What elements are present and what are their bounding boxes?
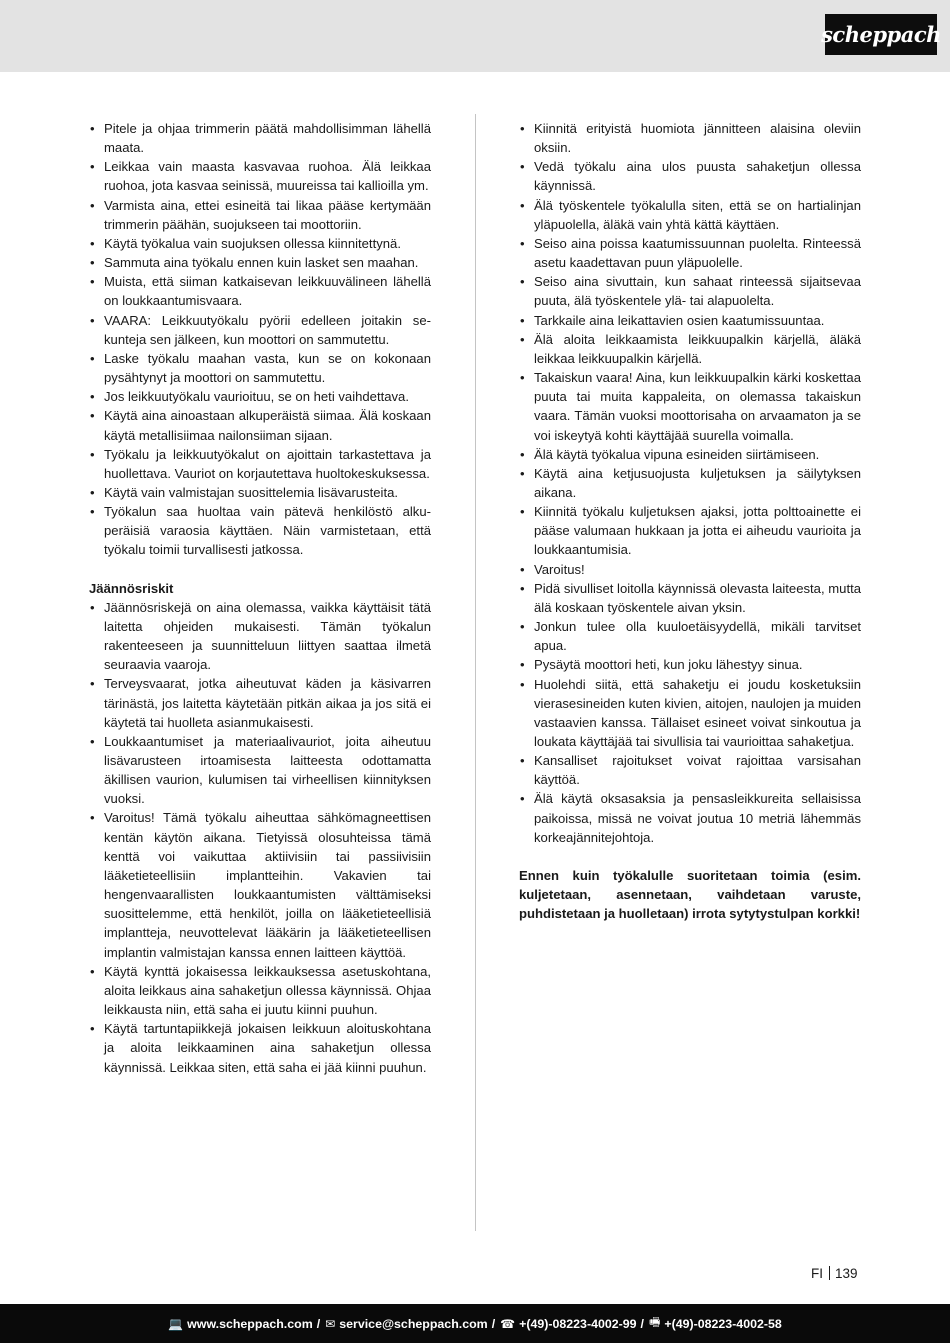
list-item: • Pidä sivulliset loitolla käynnissä olevasta laiteesta, mutta älä koskaan työskentele aivan yksin. xyxy=(519,579,861,617)
list-item: • Laske työkalu maahan vasta, kun se on kokonaan pysähtynyt ja moottori on sammutettu. xyxy=(89,349,431,387)
list-item: • Käytä aina ketjusuojusta kuljetuksen ja säilytyksen aikana. xyxy=(519,464,861,502)
footer-phone: +(49)-08223-4002-99 xyxy=(519,1316,637,1331)
list-item: • Pitele ja ohjaa trimmerin päätä mahdollisimman lähellä maata. xyxy=(89,119,431,157)
footer-separator: / xyxy=(640,1316,644,1331)
page-number-separator xyxy=(829,1266,830,1280)
spark-plug-warning: Ennen kuin työkalulle suoritetaan toimia (esim. kuljetetaan, asennetaan, vaihdetaan varuste, puhdistetaan ja huolletaan) irrota sytytystulpan korkki! xyxy=(519,867,861,922)
list-item: • Varmista aina, ettei esineitä tai likaa pääse kertymään trimmerin päähän, suojukseen tai moottoriin. xyxy=(89,196,431,234)
left-column xyxy=(89,119,431,1077)
list-item: • Sammuta aina työkalu ennen kuin lasket sen maahan. xyxy=(89,253,431,272)
list-item: • Jonkun tulee olla kuuloetäisyydellä, mikäli tarvitset apua. xyxy=(519,617,861,655)
footer-email-link[interactable]: service@scheppach.com xyxy=(339,1316,488,1331)
list-item: • Muista, että siiman katkaisevan leikkuuvälineen lähellä on loukkaantumisvaara. xyxy=(89,272,431,310)
list-item: • Seiso aina poissa kaatumissuunnan puolelta. Rinteessä asetu kaadettavan puun yläpuolelle. xyxy=(519,234,861,272)
top-bar xyxy=(0,0,950,72)
safety-instructions-list-continued xyxy=(519,119,861,847)
footer-website-link[interactable]: www.scheppach.com xyxy=(187,1316,313,1331)
list-item: • Käytä tartuntapiikkejä jokaisen leikkuun aloituskohtana ja aloita leikkaaminen aina sahaketjun ollessa käynnissä. Leikkaa siten, että saha ei jää kiinni puuhun. xyxy=(89,1019,431,1076)
list-item: • Työkalu ja leikkuutyökalut on ajoittain tarkastettava ja huollettava. Vauriot on korjautettava huoltokeskuksessa. xyxy=(89,445,431,483)
list-item: • Älä käytä oksasaksia ja pensasleikkureita sellaisissa paikoissa, missä ne voivat joutua 10 metriä lähemmäs korkeajännitejohtoja. xyxy=(519,789,861,846)
residual-risks-heading: Jäännösriskit xyxy=(89,580,174,596)
computer-icon: 💻 xyxy=(168,1316,184,1331)
footer-bar xyxy=(0,1304,950,1343)
fax-icon: 🖷 xyxy=(649,1315,661,1329)
logo-text: scheppach xyxy=(821,22,941,47)
footer-separator: / xyxy=(316,1316,321,1331)
list-item: • Varoitus! xyxy=(519,560,861,579)
footer-fax: +(49)-08223-4002-58 xyxy=(664,1316,782,1331)
list-item: • Kansalliset rajoitukset voivat rajoittaa varsisahan käyttöä. xyxy=(519,751,861,789)
list-item: • Kiinnitä työkalu kuljetuksen ajaksi, jotta polttoainette ei pääse valumaan hukkaan ja jotta ei aiheudu vaurioita ja loukkaantumisia. xyxy=(519,502,861,559)
footer-separator: / xyxy=(491,1316,496,1331)
right-column xyxy=(519,119,861,923)
page-number-value: 139 xyxy=(835,1266,858,1281)
list-item: • Älä käytä työkalua vipuna esineiden siirtämiseen. xyxy=(519,445,861,464)
list-item: • Jäännösriskejä on aina olemassa, vaikka käyttäisit tätä laitetta ohjeiden mukaisesti. Tämän työkalun rakenteeseen ja suunnitteluun liittyen saattaa ilmetä seuraavia vaaroja. xyxy=(89,598,431,675)
list-item: • Käytä vain valmistajan suosittelemia lisävarusteita. xyxy=(89,483,431,502)
column-divider xyxy=(475,114,476,1231)
residual-risks-list xyxy=(89,598,431,1077)
list-item: • Älä työskentele työkalulla siten, että se on hartialinjan yläpuolella, äläkä vain yhtä kättä käyttäen. xyxy=(519,196,861,234)
language-code: FI xyxy=(811,1266,823,1281)
phone-icon: ☎ xyxy=(500,1316,516,1331)
list-item: • Varoitus! Tämä työkalu aiheuttaa sähkömagneettisen kentän käytön aikana. Tietyissä olosuhteissa tämä kenttä voi vaikuttaa aktiivisiin tai passiivisiin lääketieteellisiin implantteihin. Vakavien tai hengenvaarallisten loukkaantumisten välttämiseksi suosittelemme, että henkilöt, joilla on lääketieteellisiä implantteja, neuvottelevat lääkärin ja lääketieteellisen implantin valmistajan kanssa ennen laitteen käyttöä. xyxy=(89,808,431,961)
list-item: • Huolehdi siitä, että sahaketju ei joudu kosketuksiin vierasesineiden kuten kivien, aitojen, naulojen ja muiden vastaavien kanssa. Tällaiset esineet voivat sinkoutua ja loukata käyttäjää tai sivullisia tai vaurioittaa sahaketjua. xyxy=(519,675,861,752)
list-item: • Työkalun saa huoltaa vain pätevä henkilöstö alkuperäisiä varaosia käyttäen. Näin varmistetaan, että työkalu toimii turvallisesti jatkossa. xyxy=(89,502,431,559)
scheppach-logo[interactable] xyxy=(821,14,941,55)
list-item: • Jos leikkuutyökalu vaurioituu, se on heti vaihdettava. xyxy=(89,387,431,406)
mail-icon: ✉ xyxy=(325,1316,336,1331)
list-item: • Loukkaantumiset ja materiaalivauriot, joita aiheutuu lisävarusteen irtoamisesta laitteesta odottamatta äkillisen vaurion, kulumisen tai virheellisen kiinnityksen vuoksi. xyxy=(89,732,431,809)
list-item: • VAARA: Leikkuutyökalu pyörii edelleen joitakin sekunteja sen jälkeen, kun moottori on sammutettu. xyxy=(89,311,431,349)
safety-instructions-list xyxy=(89,119,431,560)
list-item: • Tarkkaile aina leikattavien osien kaatumissuuntaa. xyxy=(519,311,861,330)
page-number xyxy=(811,1264,858,1283)
list-item: • Leikkaa vain maasta kasvavaa ruohoa. Älä leikkaa ruohoa, jota kasvaa seinissä, muureissa tai kallioilla ym. xyxy=(89,157,431,195)
list-item: • Vedä työkalu aina ulos puusta sahaketjun ollessa käynnissä. xyxy=(519,157,861,195)
list-item: • Pysäytä moottori heti, kun joku lähestyy sinua. xyxy=(519,655,861,674)
list-item: • Terveysvaarat, jotka aiheutuvat käden ja käsivarren tärinästä, jos laitetta käytetään pitkän aikaa ja jos sitä ei käytetä tai huolleta asianmukaisesti. xyxy=(89,674,431,731)
list-item: • Älä aloita leikkaamista leikkuupalkin kärjellä, äläkä leikkaa leikkuupalkin kärjellä. xyxy=(519,330,861,368)
list-item: • Kiinnitä erityistä huomiota jännitteen alaisina oleviin oksiin. xyxy=(519,119,861,157)
list-item: • Käytä työkalua vain suojuksen ollessa kiinnitettynä. xyxy=(89,234,431,253)
list-item: • Seiso aina sivuttain, kun sahaat rinteessä sijaitsevaa puuta, älä työskentele ylä- tai alapuolelta. xyxy=(519,272,861,310)
list-item: • Takaiskun vaara! Aina, kun leikkuupalkin kärki koskettaa puuta tai muita kappaleita, on olemassa takaiskun vaara. Tämän vuoksi moottorisaha on arvaamaton ja se voi iskeytyä kohti käyttäjää suurella voimalla. xyxy=(519,368,861,445)
list-item: • Käytä kynttä jokaisessa leikkauksessa asetuskohtana, aloita leikkaus aina sahaketjun ollessa käynnissä. Ohjaa leikkausta niin, että saha ei juutu kiinni puuhun. xyxy=(89,962,431,1019)
list-item: • Käytä aina ainoastaan alkuperäistä siimaa. Älä koskaan käytä metallisiimaa nailonsiiman sijaan. xyxy=(89,406,431,444)
